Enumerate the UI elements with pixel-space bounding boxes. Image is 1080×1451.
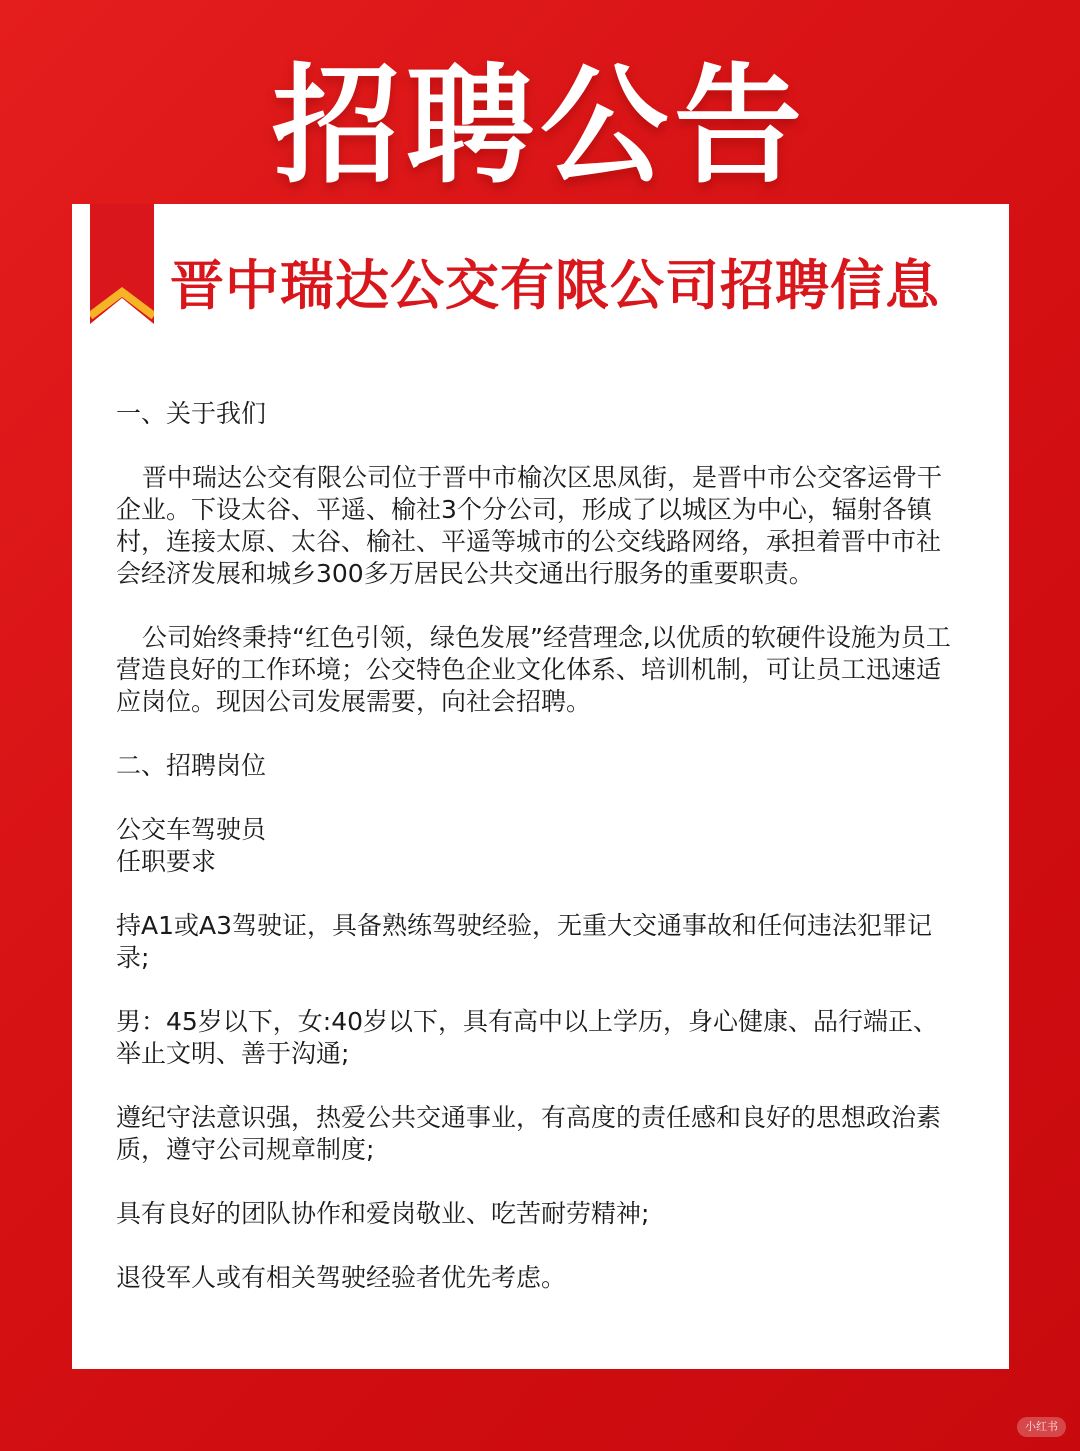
position-title: 公交车驾驶员 — [116, 815, 267, 844]
requirement-item: 遵纪守法意识强，热爱公共交通事业，有高度的责任感和良好的思想政治素质，遵守公司规章制度; — [116, 1103, 942, 1164]
about-paragraph-2: 公司始终秉持“红色引领，绿色发展”经营理念,以优质的软硬件设施为员工营造良好的工作环境；公交特色企业文化体系、培训机制，可让员工迅速适应岗位。现因公司发展需要，向社会招聘。 — [116, 623, 951, 716]
requirement-item: 退役军人或有相关驾驶经验者优先考虑。 — [116, 1263, 567, 1292]
company-title: 晋中瑞达公交有限公司招聘信息 — [170, 254, 940, 317]
requirements-label: 任职要求 — [116, 847, 217, 876]
about-paragraph-1: 晋中瑞达公交有限公司位于晋中市榆次区思凤街，是晋中市公交客运骨干企业。下设太谷、平遥、榆社3个分公司，形成了以城区为中心，辐射各镇村，连接太原、太谷、榆社、平遥等城市的公交线路网络，承担着晋中市社会经济发展和城乡300多万居民公共交通出行服务的重要职责。 — [116, 463, 943, 588]
requirement-item: 具有良好的团队协作和爱岗敬业、吃苦耐劳精神; — [116, 1199, 650, 1228]
section-heading-positions: 二、招聘岗位 — [116, 751, 267, 780]
article-body — [116, 398, 956, 1294]
requirement-item: 男：45岁以下，女:40岁以下，具有高中以上学历，身心健康、品行端正、举止文明、善于沟通; — [116, 1007, 939, 1068]
section-heading-about: 一、关于我们 — [116, 399, 267, 428]
ribbon-bookmark-icon — [90, 204, 154, 324]
watermark-badge: 小红书 — [1017, 1417, 1066, 1437]
content-card — [72, 204, 1009, 1369]
requirement-item: 持A1或A3驾驶证，具备熟练驾驶经验，无重大交通事故和任何违法犯罪记录; — [116, 911, 933, 972]
page-title: 招聘公告 — [271, 52, 808, 201]
